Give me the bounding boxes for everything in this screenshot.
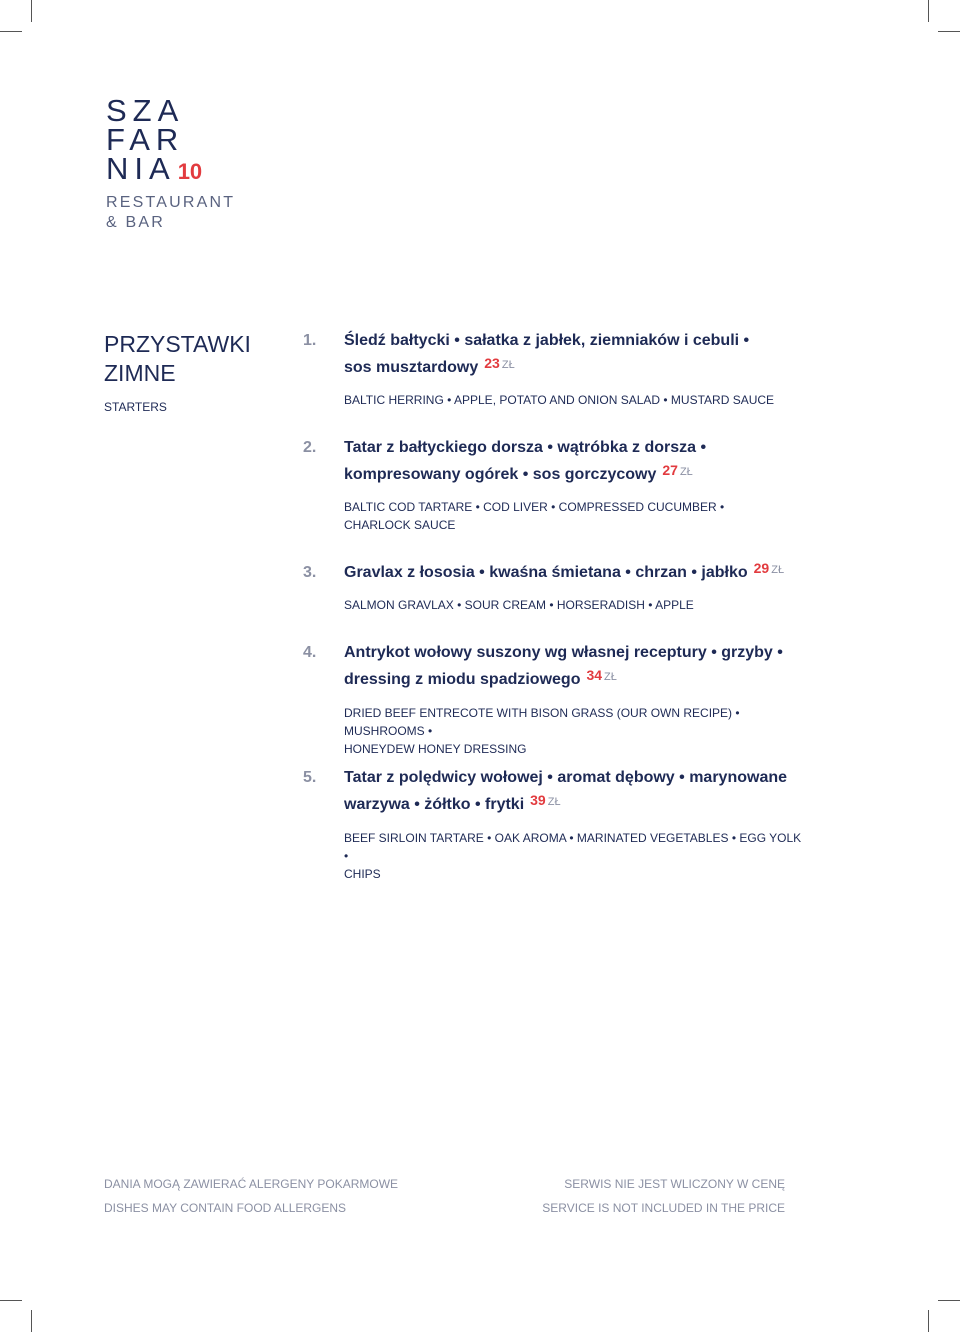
section-title-line-1: PRZYSTAWKI xyxy=(104,331,251,357)
item-name-pl-line-1: Śledź bałtycki • sałatka z jabłek, ziemniaków i cebuli • xyxy=(344,332,750,349)
section-title xyxy=(104,330,251,388)
item-number: 2. xyxy=(303,439,317,456)
item-price: 34 xyxy=(586,667,603,683)
item-name-pl-line-1: Tatar z polędwicy wołowej • aromat dębowy • marynowane xyxy=(344,769,788,786)
service-notice-en: SERVICE IS NOT INCLUDED IN THE PRICE xyxy=(542,1201,785,1215)
crop-mark xyxy=(928,1310,929,1332)
item-name-en-line-1: BALTIC COD TARTARE • COD LIVER • COMPRESSED CUCUMBER • xyxy=(344,500,725,514)
item-name-pl-line-2 xyxy=(344,461,814,490)
item-name-en-line-2: CHIPS xyxy=(344,867,381,881)
crop-mark xyxy=(0,1300,22,1301)
item-currency: ZŁ xyxy=(547,796,561,808)
logo-subtitle-2: & BAR xyxy=(106,214,166,231)
crop-mark xyxy=(938,31,960,32)
logo-line-1: SZA xyxy=(106,93,185,128)
logo-subtitle-1: RESTAURANT xyxy=(106,194,236,211)
item-name-pl-line-1: Tatar z bałtyckiego dorsza • wątróbka z dorsza • xyxy=(344,439,707,456)
item-name-en-line-2: HONEYDEW HONEY DRESSING xyxy=(344,742,527,756)
logo-line-3-text: NIA xyxy=(106,151,176,186)
crop-mark xyxy=(31,0,32,22)
logo-line-3 xyxy=(106,151,235,186)
item-name-en xyxy=(344,704,804,758)
item-number: 1. xyxy=(303,332,317,349)
logo-line-2: FAR xyxy=(106,122,185,157)
item-name-en-line-1: BALTIC HERRING • APPLE, POTATO AND ONION SALAD • MUSTARD SAUCE xyxy=(344,393,775,407)
item-name-pl-line-2-text: dressing z miodu spadziowego xyxy=(344,671,581,688)
restaurant-logo xyxy=(106,93,236,233)
section-title-line-2: ZIMNE xyxy=(104,360,176,386)
crop-mark xyxy=(0,31,22,32)
item-name-en-line-1: DRIED BEEF ENTRECOTE WITH BISON GRASS (OUR OWN RECIPE) • MUSHROOMS • xyxy=(344,706,740,738)
allergen-notice-pl: DANIA MOGĄ ZAWIERAĆ ALERGENY POKARMOWE xyxy=(104,1177,399,1191)
crop-mark xyxy=(928,0,929,22)
logo-number: 10 xyxy=(177,159,203,184)
item-name-pl-line-2-text: warzywa • żółtko • frytki xyxy=(344,796,525,813)
section-subtitle: STARTERS xyxy=(104,400,167,414)
service-notice-pl: SERWIS NIE JEST WLICZONY W CENĘ xyxy=(564,1177,785,1191)
item-name-en xyxy=(344,829,804,883)
item-currency: ZŁ xyxy=(771,564,785,576)
item-currency: ZŁ xyxy=(501,359,515,371)
item-name-en-line-1: SALMON GRAVLAX • SOUR CREAM • HORSERADISH • APPLE xyxy=(344,598,694,612)
item-name-pl xyxy=(344,639,814,695)
item-currency: ZŁ xyxy=(604,671,617,683)
crop-mark xyxy=(31,1310,32,1332)
item-name-pl xyxy=(344,327,814,383)
item-name-en-line-2: CHARLOCK SAUCE xyxy=(344,518,456,532)
crop-mark xyxy=(938,1300,960,1301)
allergen-notice-en: DISHES MAY CONTAIN FOOD ALLERGENS xyxy=(104,1201,347,1215)
item-price: 29 xyxy=(753,560,770,576)
item-name-pl-line-2 xyxy=(344,791,814,820)
item-name-en xyxy=(344,498,804,534)
item-name-en xyxy=(344,596,804,614)
item-price: 39 xyxy=(530,792,546,808)
item-price: 23 xyxy=(484,355,500,371)
item-name-pl-line-1 xyxy=(344,559,814,588)
item-name-pl-line-2-text: kompresowany ogórek • sos gorczycowy xyxy=(344,466,657,483)
item-name-pl xyxy=(344,434,814,490)
item-number: 4. xyxy=(303,644,317,661)
item-name-pl xyxy=(344,559,814,588)
item-name-pl-line-2-text: sos musztardowy xyxy=(344,359,479,376)
item-name-pl-line-2 xyxy=(344,666,814,695)
item-name-pl xyxy=(344,764,814,820)
service-notice xyxy=(542,1172,785,1220)
item-price: 27 xyxy=(662,462,678,478)
item-name-en-line-1: BEEF SIRLOIN TARTARE • OAK AROMA • MARINATED VEGETABLES • EGG YOLK • xyxy=(344,831,802,863)
item-name-pl-line-1-text: Gravlax z łososia • kwaśna śmietana • chrzan • jabłko xyxy=(344,564,748,581)
allergen-notice xyxy=(104,1172,398,1220)
item-number: 3. xyxy=(303,564,317,581)
item-name-pl-line-2 xyxy=(344,354,814,383)
item-name-pl-line-1: Antrykot wołowy suszony wg własnej receptury • grzyby • xyxy=(344,644,783,661)
item-currency: ZŁ xyxy=(679,466,693,478)
item-name-en xyxy=(344,391,804,409)
item-number: 5. xyxy=(303,769,317,786)
